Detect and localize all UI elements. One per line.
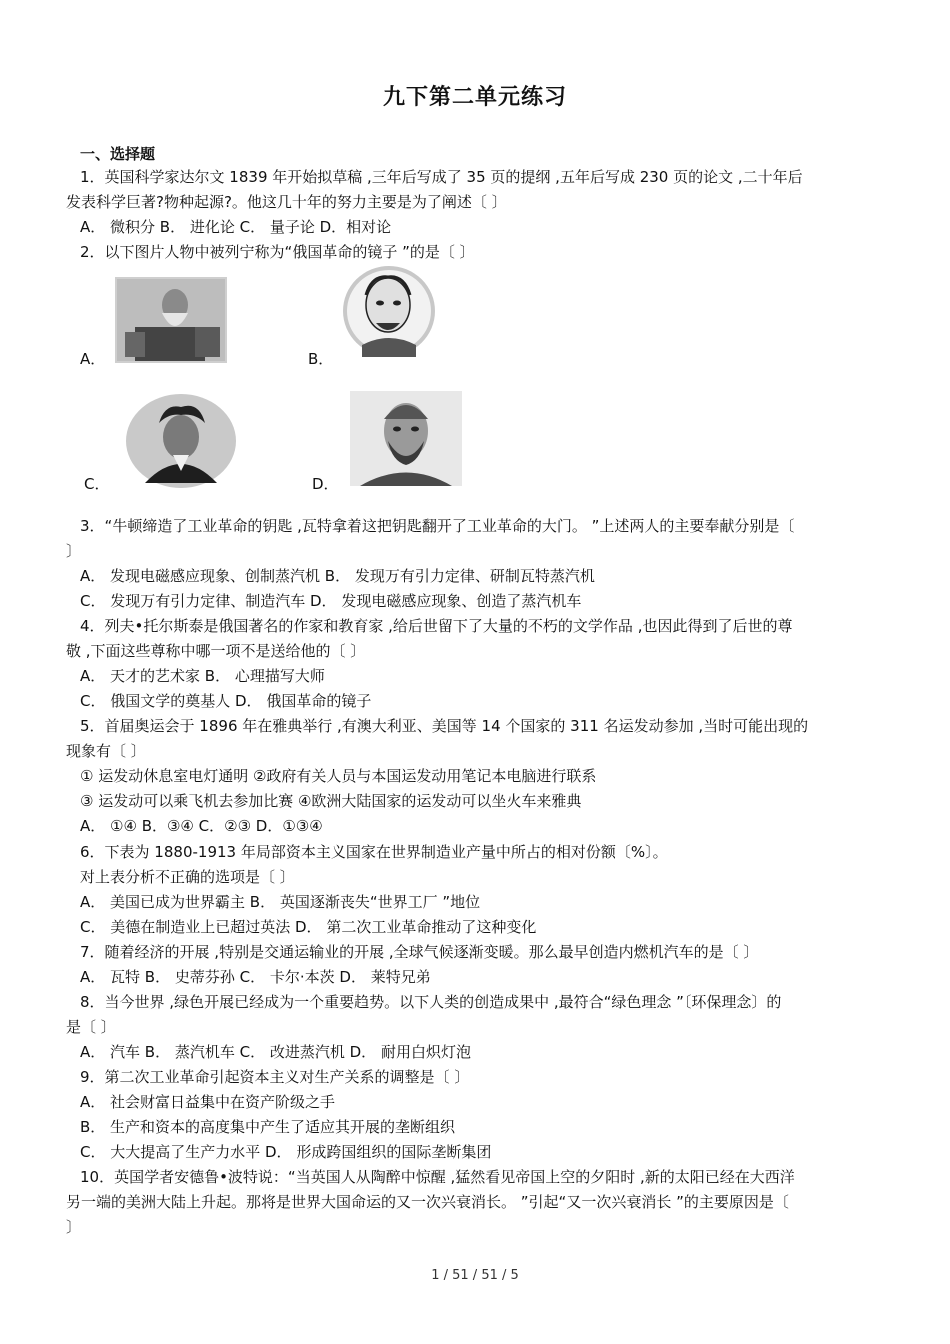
document-title: 九下第二单元练习 bbox=[382, 85, 567, 110]
q2-label-c: C． bbox=[84, 475, 110, 493]
q6-option-row1: A． 美国已成为世界霸主 B． 英国逐渐丧失“世界工厂 ”地位 bbox=[80, 893, 481, 911]
q6-line1: 6．下表为 1880-1913 年局部资本主义国家在世界制造业产量中所占的相对份额〔%〕。 bbox=[80, 843, 668, 861]
q9-option-b: B． 生产和资本的高度集中产生了适应其开展的垄断组织 bbox=[80, 1118, 456, 1136]
q10-line1: 10．英国学者安德鲁•波特说：“当英国人从陶醉中惊醒 ,猛然看见帝国上空的夕阳时 ,新的太阳已经在大西洋 bbox=[80, 1168, 795, 1186]
q4-line1: 4．列夫•托尔斯泰是俄国著名的作家和教育家 ,给后世留下了大量的不朽的文学作品 ,也因此得到了后世的尊 bbox=[80, 617, 793, 635]
q5-line1: 5．首届奥运会于 1896 年在雅典举行 ,有澳大利亚、美国等 14 个国家的 311 名运发动参加 ,当时可能出现的 bbox=[80, 717, 809, 735]
q1-line2: 发表科学巨著?物种起源?。他这几十年的努力主要是为了阐述〔 〕 bbox=[66, 193, 507, 211]
q6-option-row2: C． 美德在制造业上已超过英法 D． 第二次工业革命推动了这种变化 bbox=[80, 918, 537, 936]
q7-options: A． 瓦特 B． 史蒂芬孙 C． 卡尔·本茨 D． 莱特兄弟 bbox=[80, 968, 431, 986]
q3-line2: 〕 bbox=[66, 542, 82, 560]
q3-line1: 3．“牛顿缔造了工业革命的钥匙 ,瓦特拿着这把钥匙翻开了工业革命的大门。 ”上述两人的主要奉献分别是〔 bbox=[80, 517, 795, 535]
q8-line2: 是〔 〕 bbox=[66, 1018, 116, 1036]
q2-label-b: B． bbox=[308, 350, 334, 368]
q5-item-row2: ③ 运发动可以乘飞机去参加比赛 ④欧洲大陆国家的运发动可以坐火车来雅典 bbox=[80, 792, 582, 810]
page-footer: 1 / 51 / 51 / 5 bbox=[431, 1268, 519, 1283]
portrait-c bbox=[125, 393, 237, 493]
portrait-d bbox=[350, 391, 462, 490]
portrait-b bbox=[342, 265, 437, 361]
q6-line2: 对上表分析不正确的选项是〔 〕 bbox=[80, 868, 295, 886]
q2-label-d: D． bbox=[312, 475, 339, 493]
q8-options: A． 汽车 B． 蒸汽机车 C． 改进蒸汽机 D． 耐用白炽灯泡 bbox=[80, 1043, 471, 1061]
section-heading: 一、选择题 bbox=[80, 145, 156, 163]
q5-options: A． ①④ B．③④ C．②③ D．①③④ bbox=[80, 817, 323, 835]
q4-line2: 敬 ,下面这些尊称中哪一项不是送给他的〔 〕 bbox=[66, 642, 366, 660]
q9-line1: 9．第二次工业革命引起资本主义对生产关系的调整是〔 〕 bbox=[80, 1068, 470, 1086]
q2-label-a: A． bbox=[80, 350, 106, 368]
q9-option-a: A． 社会财富日益集中在资产阶级之手 bbox=[80, 1093, 336, 1111]
q9-option-cd: C． 大大提高了生产力水平 D． 形成跨国组织的国际垄断集团 bbox=[80, 1143, 492, 1161]
q2-line1: 2．以下图片人物中被列宁称为“俄国革命的镜子 ”的是〔 〕 bbox=[80, 243, 475, 261]
q4-option-row1: A． 天才的艺术家 B． 心理描写大师 bbox=[80, 667, 325, 685]
q3-option-row2: C． 发现万有引力定律、制造汽车 D． 发现电磁感应现象、创造了蒸汽机车 bbox=[80, 592, 582, 610]
q5-item-row1: ① 运发动休息室电灯通明 ②政府有关人员与本国运发动用笔记本电脑进行联系 bbox=[80, 767, 597, 785]
q8-line1: 8．当今世界 ,绿色开展已经成为一个重要趋势。以下人类的创造成果中 ,最符合“绿色理念 ”〔环保理念〕的 bbox=[80, 993, 782, 1011]
q1-options: A． 微积分 B． 进化论 C． 量子论 D．相对论 bbox=[80, 218, 392, 236]
q4-option-row2: C． 俄国文学的奠基人 D． 俄国革命的镜子 bbox=[80, 692, 372, 710]
q1-line1: 1．英国科学家达尔文 1839 年开始拟草稿 ,三年后写成了 35 页的提纲 ,五年后写成 230 页的论文 ,二十年后 bbox=[80, 168, 803, 186]
q10-line3: 〕 bbox=[66, 1218, 82, 1236]
q3-option-row1: A． 发现电磁感应现象、创制蒸汽机 B． 发现万有引力定律、研制瓦特蒸汽机 bbox=[80, 567, 595, 585]
q5-line2: 现象有〔 〕 bbox=[66, 742, 146, 760]
q10-line2: 另一端的美洲大陆上升起。那将是世界大国命运的又一次兴衰消长。 ”引起“又一次兴衰消长 ”的主要原因是〔 bbox=[66, 1193, 789, 1211]
q7-line1: 7．随着经济的开展 ,特别是交通运输业的开展 ,全球气候逐渐变暖。那么最早创造内燃机汽车的是〔 〕 bbox=[80, 943, 759, 961]
portrait-a bbox=[115, 277, 227, 367]
